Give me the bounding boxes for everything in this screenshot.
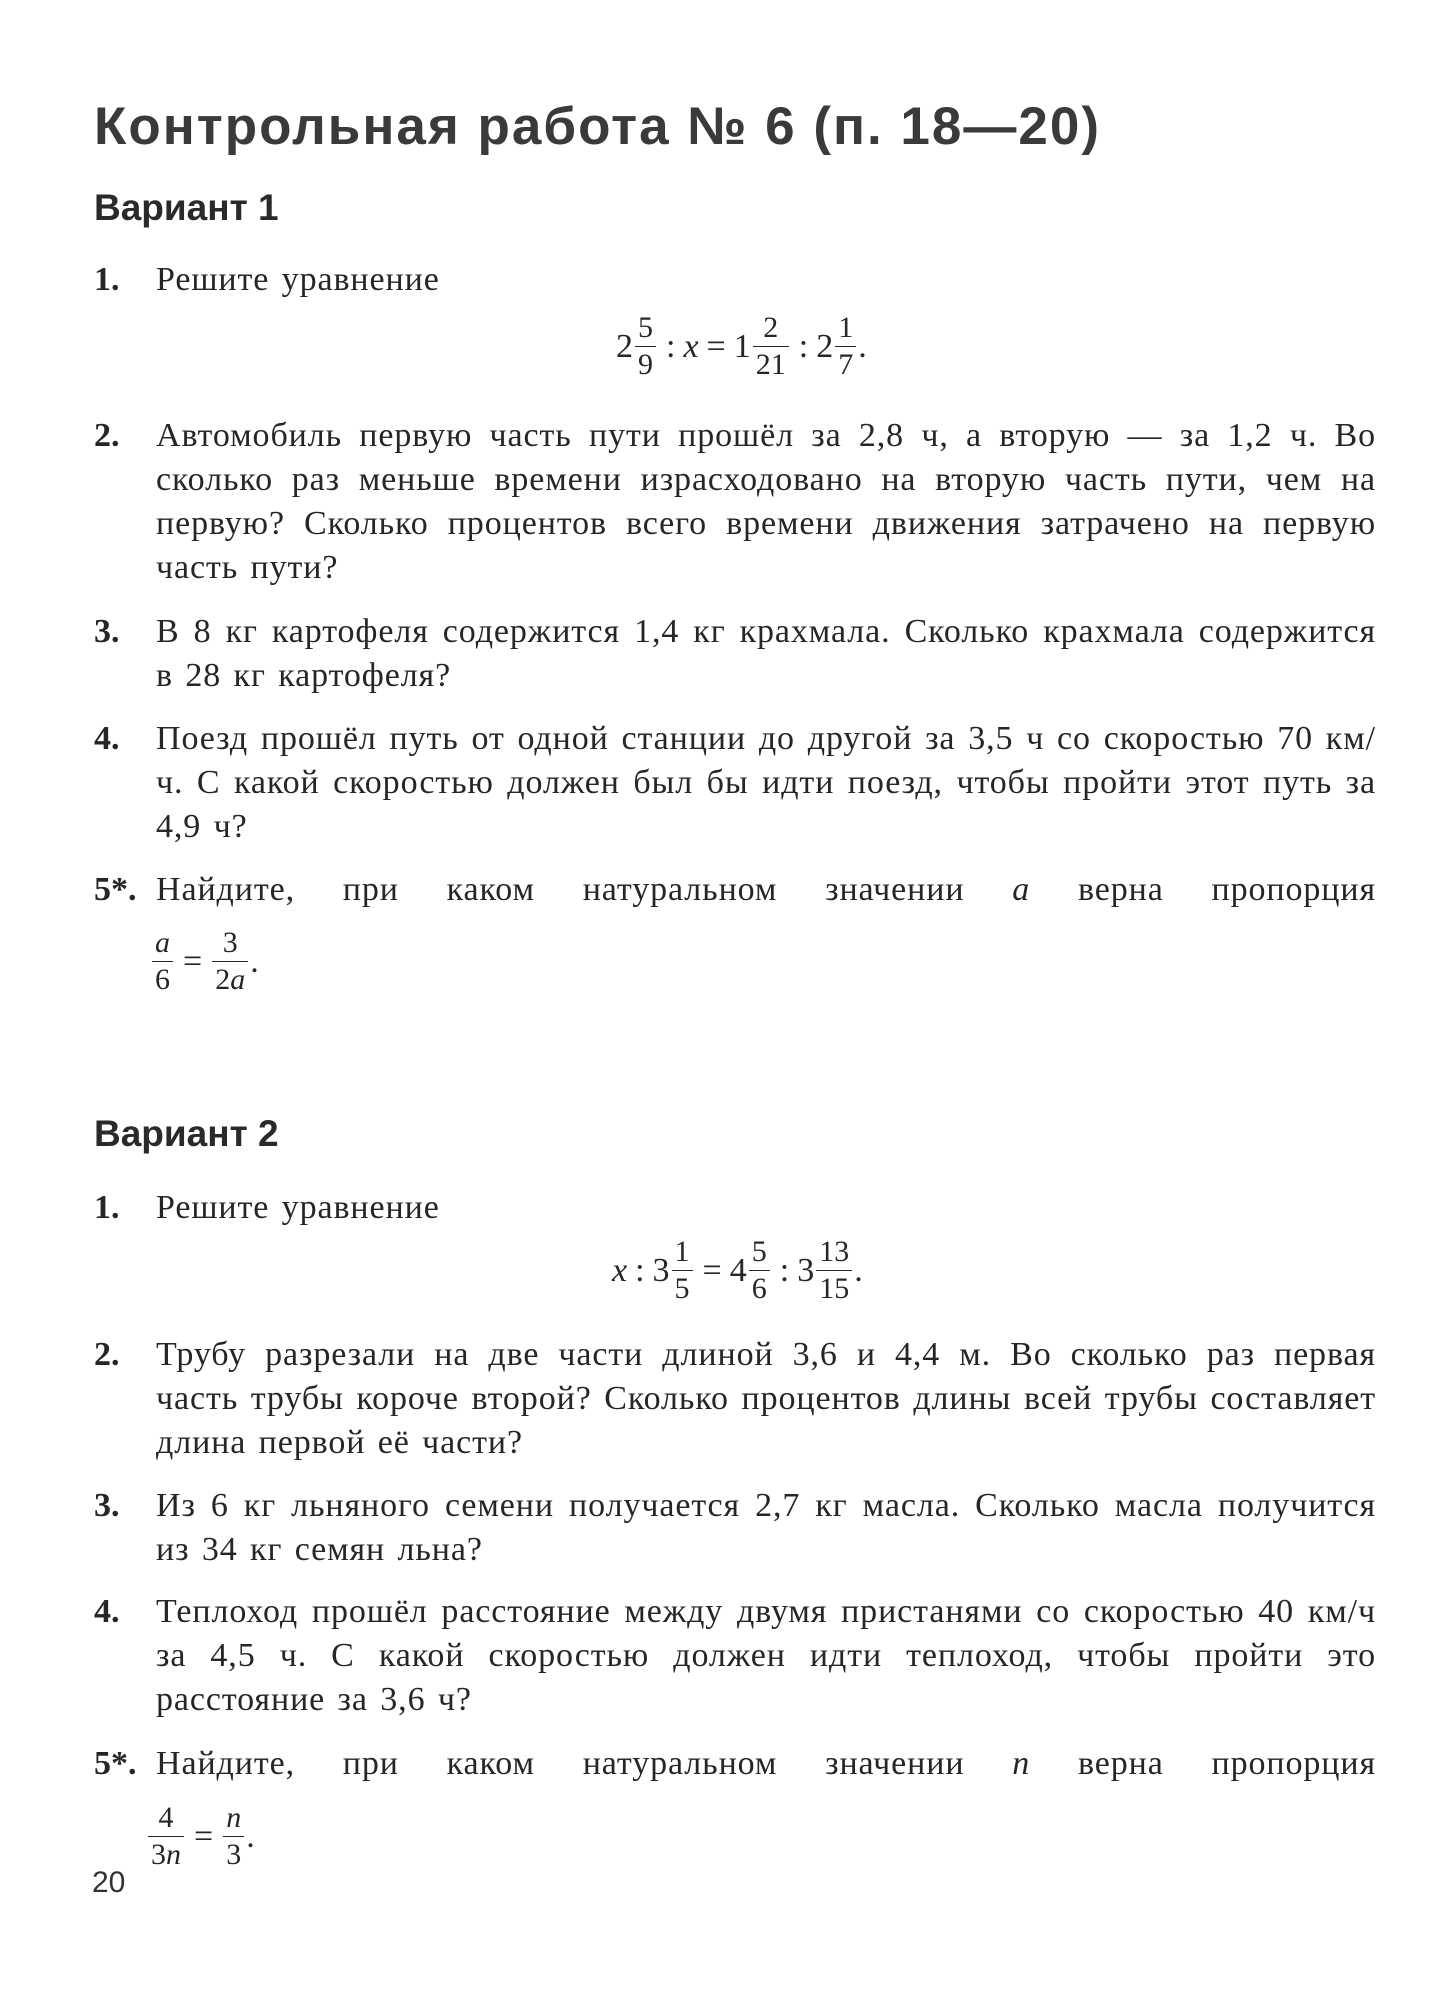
- task-text-part: Найдите, при каком натуральном значении: [156, 871, 965, 908]
- task-number: 4.: [94, 1593, 120, 1630]
- task-number: 4.: [94, 720, 120, 757]
- numerator: 5: [638, 311, 653, 344]
- v2-task-4: [94, 1590, 1376, 1722]
- operator: :: [779, 1251, 790, 1289]
- variable: n: [1012, 1745, 1031, 1782]
- mixed-whole: 1: [733, 327, 751, 365]
- mixed-whole: 2: [816, 327, 834, 365]
- v1-task-1: [94, 258, 1376, 302]
- v2-task-1: [94, 1186, 1376, 1230]
- fraction: [152, 925, 173, 998]
- denominator: 2a: [215, 963, 246, 996]
- numerator: 4: [158, 1801, 174, 1834]
- numerator: 13: [819, 1235, 850, 1268]
- denominator: 15: [819, 1272, 850, 1305]
- v1-task-4: [94, 717, 1376, 849]
- task-number: 2.: [94, 417, 120, 454]
- denominator: 3: [226, 1838, 242, 1871]
- fraction: [749, 1234, 770, 1307]
- task-text: [156, 868, 1376, 912]
- task-number: 3.: [94, 1487, 120, 1524]
- fraction: [223, 1800, 244, 1873]
- fraction: [816, 1234, 852, 1307]
- task-text: Из 6 кг льняного семени получается 2,7 кг масла. Сколько масла получится из 34 кг семян льна?: [156, 1487, 1376, 1568]
- denominator: 7: [838, 348, 854, 381]
- variable: x: [612, 1251, 628, 1289]
- v2-task-5: [94, 1742, 1376, 1786]
- numerator: 3: [222, 926, 238, 959]
- fraction: [635, 310, 656, 383]
- period: .: [854, 1251, 863, 1289]
- period: .: [250, 942, 259, 980]
- operator: =: [706, 327, 726, 365]
- variant-1-heading: Вариант 1: [94, 187, 279, 228]
- page-number: 20: [92, 1866, 126, 1899]
- v2-proportion: [146, 1800, 255, 1873]
- mixed-whole: 2: [616, 327, 633, 365]
- denominator: 21: [755, 348, 786, 381]
- mixed-whole: 4: [729, 1251, 747, 1289]
- numerator: 1: [838, 311, 854, 344]
- mixed-whole: 3: [652, 1251, 670, 1289]
- task-number: 5*.: [94, 871, 137, 908]
- fraction: [835, 310, 856, 383]
- mixed-whole: 3: [797, 1251, 815, 1289]
- fraction: [148, 1800, 184, 1873]
- task-number: 2.: [94, 1336, 120, 1373]
- operator: =: [183, 942, 203, 980]
- denominator: 5: [674, 1272, 690, 1305]
- v1-task-3: [94, 610, 1376, 698]
- numerator: 1: [674, 1235, 690, 1268]
- v2-task-3: [94, 1484, 1376, 1572]
- denominator: 6: [155, 963, 170, 996]
- task-text: Поезд прошёл путь от одной станции до другой за 3,5 ч со скоростью 70 км/ч. С какой скоростью должен был бы идти поезд, чтобы пройти этот путь за 4,9 ч?: [156, 720, 1376, 845]
- task-text-part: верна пропорция: [1077, 871, 1377, 908]
- operator: =: [702, 1251, 722, 1289]
- v1-task-5: [94, 868, 1376, 912]
- numerator: n: [226, 1801, 242, 1834]
- period: .: [858, 327, 867, 365]
- v1-proportion: [150, 925, 259, 998]
- v2-task-2: [94, 1333, 1376, 1465]
- task-text: Автомобиль первую часть пути прошёл за 2,8 ч, а вторую — за 1,2 ч. Во сколько раз меньше времени израсходовано на вторую часть пути, чем на первую? Сколько процентов всего времени движения затрачено на первую часть пути?: [156, 417, 1376, 586]
- task-text: Решите уравнение: [156, 261, 440, 298]
- task-text: Трубу разрезали на две части длиной 3,6 и 4,4 м. Во сколько раз первая часть трубы короче второй? Сколько процентов длины всей трубы составляет длина первой её части?: [156, 1336, 1376, 1461]
- operator: :: [666, 327, 676, 365]
- numerator: 5: [751, 1235, 767, 1268]
- task-text-part: Найдите, при каком натуральном значении: [156, 1745, 965, 1782]
- task-number: 5*.: [94, 1745, 137, 1782]
- variable: a: [1012, 871, 1031, 908]
- task-number: 3.: [94, 613, 120, 650]
- task-text: В 8 кг картофеля содержится 1,4 кг крахмала. Сколько крахмала содержится в 28 кг картофеля?: [156, 613, 1376, 694]
- v2-equation: [612, 1234, 863, 1307]
- page-title: Контрольная работа № 6 (п. 18—20): [94, 97, 1101, 156]
- operator: :: [798, 327, 809, 365]
- variable: x: [683, 327, 699, 365]
- task-text: Решите уравнение: [156, 1189, 440, 1226]
- fraction: [672, 1234, 693, 1307]
- denominator: 6: [751, 1272, 767, 1305]
- operator: =: [194, 1817, 214, 1855]
- denominator: 3n: [151, 1838, 181, 1871]
- task-text: Теплоход прошёл расстояние между двумя пристанями со скоростью 40 км/ч за 4,5 ч. С какой скоростью должен идти теплоход, чтобы пройти это расстояние за 3,6 ч?: [156, 1593, 1376, 1718]
- task-text: [156, 1742, 1376, 1786]
- variant-2-heading: Вариант 2: [94, 1113, 279, 1154]
- v1-equation: [616, 310, 867, 383]
- task-number: 1.: [94, 261, 120, 298]
- task-number: 1.: [94, 1189, 120, 1226]
- fraction: [212, 925, 248, 998]
- denominator: 9: [638, 348, 653, 381]
- period: .: [246, 1817, 255, 1855]
- numerator: a: [155, 926, 170, 959]
- operator: :: [635, 1251, 645, 1289]
- task-text-part: верна пропорция: [1077, 1745, 1377, 1782]
- fraction: [753, 310, 789, 383]
- v1-task-2: [94, 414, 1376, 590]
- numerator: 2: [763, 311, 779, 344]
